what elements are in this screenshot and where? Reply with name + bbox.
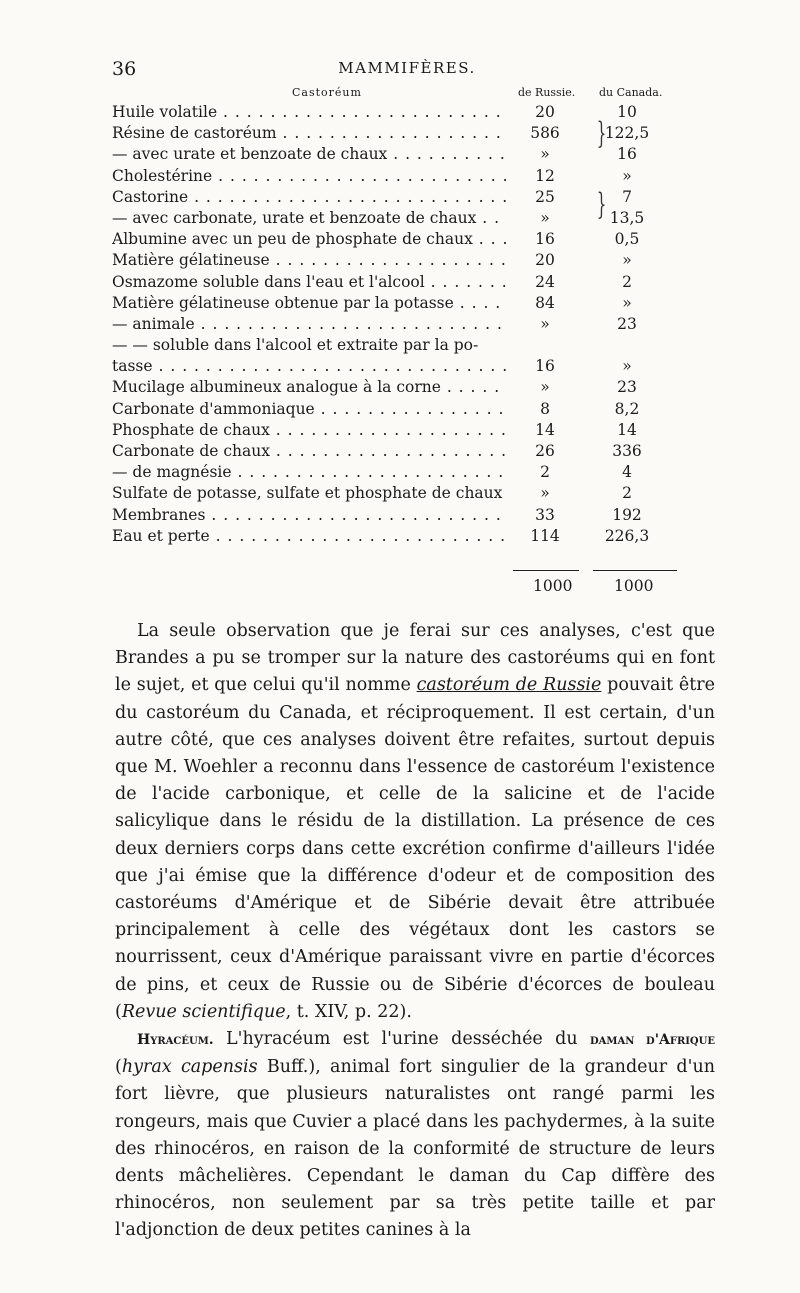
value-canada: » [622,251,632,270]
value-russie: 16 [535,230,555,249]
brace-icon: } [596,116,607,151]
row-label: tasse . . . [112,357,507,375]
value-russie: 26 [535,442,555,460]
table-row [112,421,712,442]
table-row [112,506,712,527]
italic-text: castoréum de Russie [416,675,602,696]
page-number: 36 [112,58,137,80]
row-label: Phosphate de chaux . . . [112,421,507,439]
row-label: — animale . . . [112,315,507,333]
text-run: L'hyracéum est l'urine desséchée du [213,1029,590,1050]
value-canada: 192 [612,505,642,524]
row-label: Eau et perte . . . [112,527,507,545]
row-label: Albumine avec un peu de phosphate de chaux . . . [112,230,507,248]
column-header-canada: du Canada. [599,86,663,99]
table-row [112,188,712,209]
row-label: Sulfate de potasse, sulfate et phosphate de chaux . . . [112,484,507,502]
column-header-russie: de Russie. [518,86,576,99]
value-russie: 20 [535,251,555,270]
table-row [112,273,712,294]
table-column-headers [112,86,702,104]
bold-text: daman d'Afrique [589,1032,715,1049]
table-row [112,442,712,463]
row-label: Matière gélatineuse . . . [112,251,507,269]
value-russie: 16 [535,357,555,376]
body-text [115,618,715,1245]
value-canada: 13,5 [609,208,645,227]
table-row [112,230,712,251]
value-canada: 122,5 [604,124,650,143]
value-canada: 16 [617,145,637,164]
table-row [112,378,712,399]
total-russie: 1000 [533,577,573,595]
italic-text: Revue scientifique [121,1001,286,1022]
value-russie: 25 [535,187,555,206]
paragraph [115,1026,715,1245]
text-run: Buff.), animal fort singulier de la grandeur d'un fort lièvre, que plusieurs naturalistes ont rangé parmi les rongeurs, mais que Cuvier a placé dans les pachydermes, à la suite des rhinocéros, en raison de la conformité de structure de leurs dents mâchelières. Cependant le daman du Cap diffère des rhinocéros, non seulement par sa très petite taille et par l'adjonction de deux petites canines à la [115,1057,715,1241]
value-canada: 7 [622,187,632,206]
value-russie: 114 [530,526,560,545]
row-label: Membranes . . . [112,506,507,524]
row-label: Mucilage albumineux analogue à la corne . . . [112,378,507,396]
value-canada: » [622,293,632,312]
composition-table [112,103,712,548]
value-russie: 24 [535,272,555,291]
value-russie: 14 [535,420,555,439]
value-canada: 336 [612,442,642,460]
table-row [112,357,712,378]
value-russie: » [540,208,550,227]
table-row [112,209,712,230]
row-label: Osmazome soluble dans l'eau et l'alcool . . . [112,273,507,291]
value-canada: 2 [622,484,632,503]
total-canada: 1000 [614,577,654,595]
table-row [112,294,712,315]
value-russie: 33 [535,505,555,524]
row-label: Carbonate d'ammoniaque . . . [112,400,507,418]
row-label: — de magnésie . . . [112,463,507,481]
table-row [112,103,712,124]
row-label: Carbonate de chaux . . . [112,442,507,460]
value-canada: 23 [617,314,637,333]
table-row [112,400,712,421]
brace-icon: } [596,187,607,222]
page-header [112,58,702,82]
italic-text: hyrax capensis [121,1057,258,1078]
value-russie: 12 [535,166,555,185]
value-canada: 14 [617,420,637,439]
row-label: — avec urate et benzoate de chaux . . . [112,145,507,163]
table-row [112,484,712,505]
value-canada: 2 [622,272,632,291]
value-russie: 586 [530,124,560,143]
section-heading: Hyracéum. [137,1032,214,1049]
table-row [112,167,712,188]
row-label: Huile volatile . . . [112,103,507,121]
table-row [112,463,712,484]
value-canada: 4 [622,463,632,482]
value-canada: 0,5 [614,230,640,249]
value-canada: » [622,166,632,185]
text-run: pouvait être du castoréum du Canada, et réciproquement. Il est certain, d'un autre côté, que ces analyses doivent être refaites, surtout depuis que M. Woehler a reconnu dans l'essence de castoréum l'existence de l'acide carbonique, et celle de la salicine et de l'acide salicylique dans le résidu de la distillation. La présence de ces deux derniers corps dans cette excrétion confirme d'ailleurs l'idée que j'ai émise que la différence d'odeur et de composition des castoréums d'Amérique et de Sibérie devait être attribuée principalement à celle des végétaux dont les castors se nourrissent, ceux d'Amérique paraissant vivre en partie d'écorces de pins, et ceux de Russie ou de Sibérie d'écorces de bouleau ( [115,675,715,1022]
value-russie: » [540,484,550,503]
value-canada: 10 [617,103,637,121]
text-run: La seule observation que je ferai sur ces analyses, c'est que Brandes a pu se tromper sur la nature des castoréums qui en font le sujet, et que celui qu'il nomme [115,621,715,696]
table-row [112,145,712,166]
value-russie: 20 [535,103,555,121]
value-canada: 23 [617,378,637,397]
table-row [112,336,712,357]
row-label: Matière gélatineuse obtenue par la potasse . . . [112,294,507,312]
table-row [112,124,712,145]
text-run: , t. XIV, p. 22). [285,1001,412,1022]
row-label: Castorine . . . [112,188,507,206]
paragraph [115,618,715,1026]
column-header-label: Castoréum [292,86,362,99]
row-label: — — soluble dans l'alcool et extraite par la po- [112,336,479,355]
row-label: Cholestérine . . . [112,167,507,185]
value-canada: 8,2 [614,399,640,418]
row-label: Résine de castoréum . . . [112,124,507,142]
row-label: — avec carbonate, urate et benzoate de chaux . . . [112,209,507,227]
value-russie: » [540,314,550,333]
table-row [112,315,712,336]
value-russie: » [540,145,550,164]
value-russie: 2 [540,463,550,482]
value-russie: 8 [540,399,550,418]
value-russie: 84 [535,293,555,312]
text-run: ( [115,1057,122,1078]
running-title: MAMMIFÈRES. [338,59,476,77]
sum-rule-russie [513,570,579,571]
table-row [112,527,712,548]
value-canada: » [622,357,632,376]
value-russie: » [540,378,550,397]
table-row [112,251,712,272]
value-canada: 226,3 [604,526,650,545]
sum-rule-canada [593,570,677,571]
